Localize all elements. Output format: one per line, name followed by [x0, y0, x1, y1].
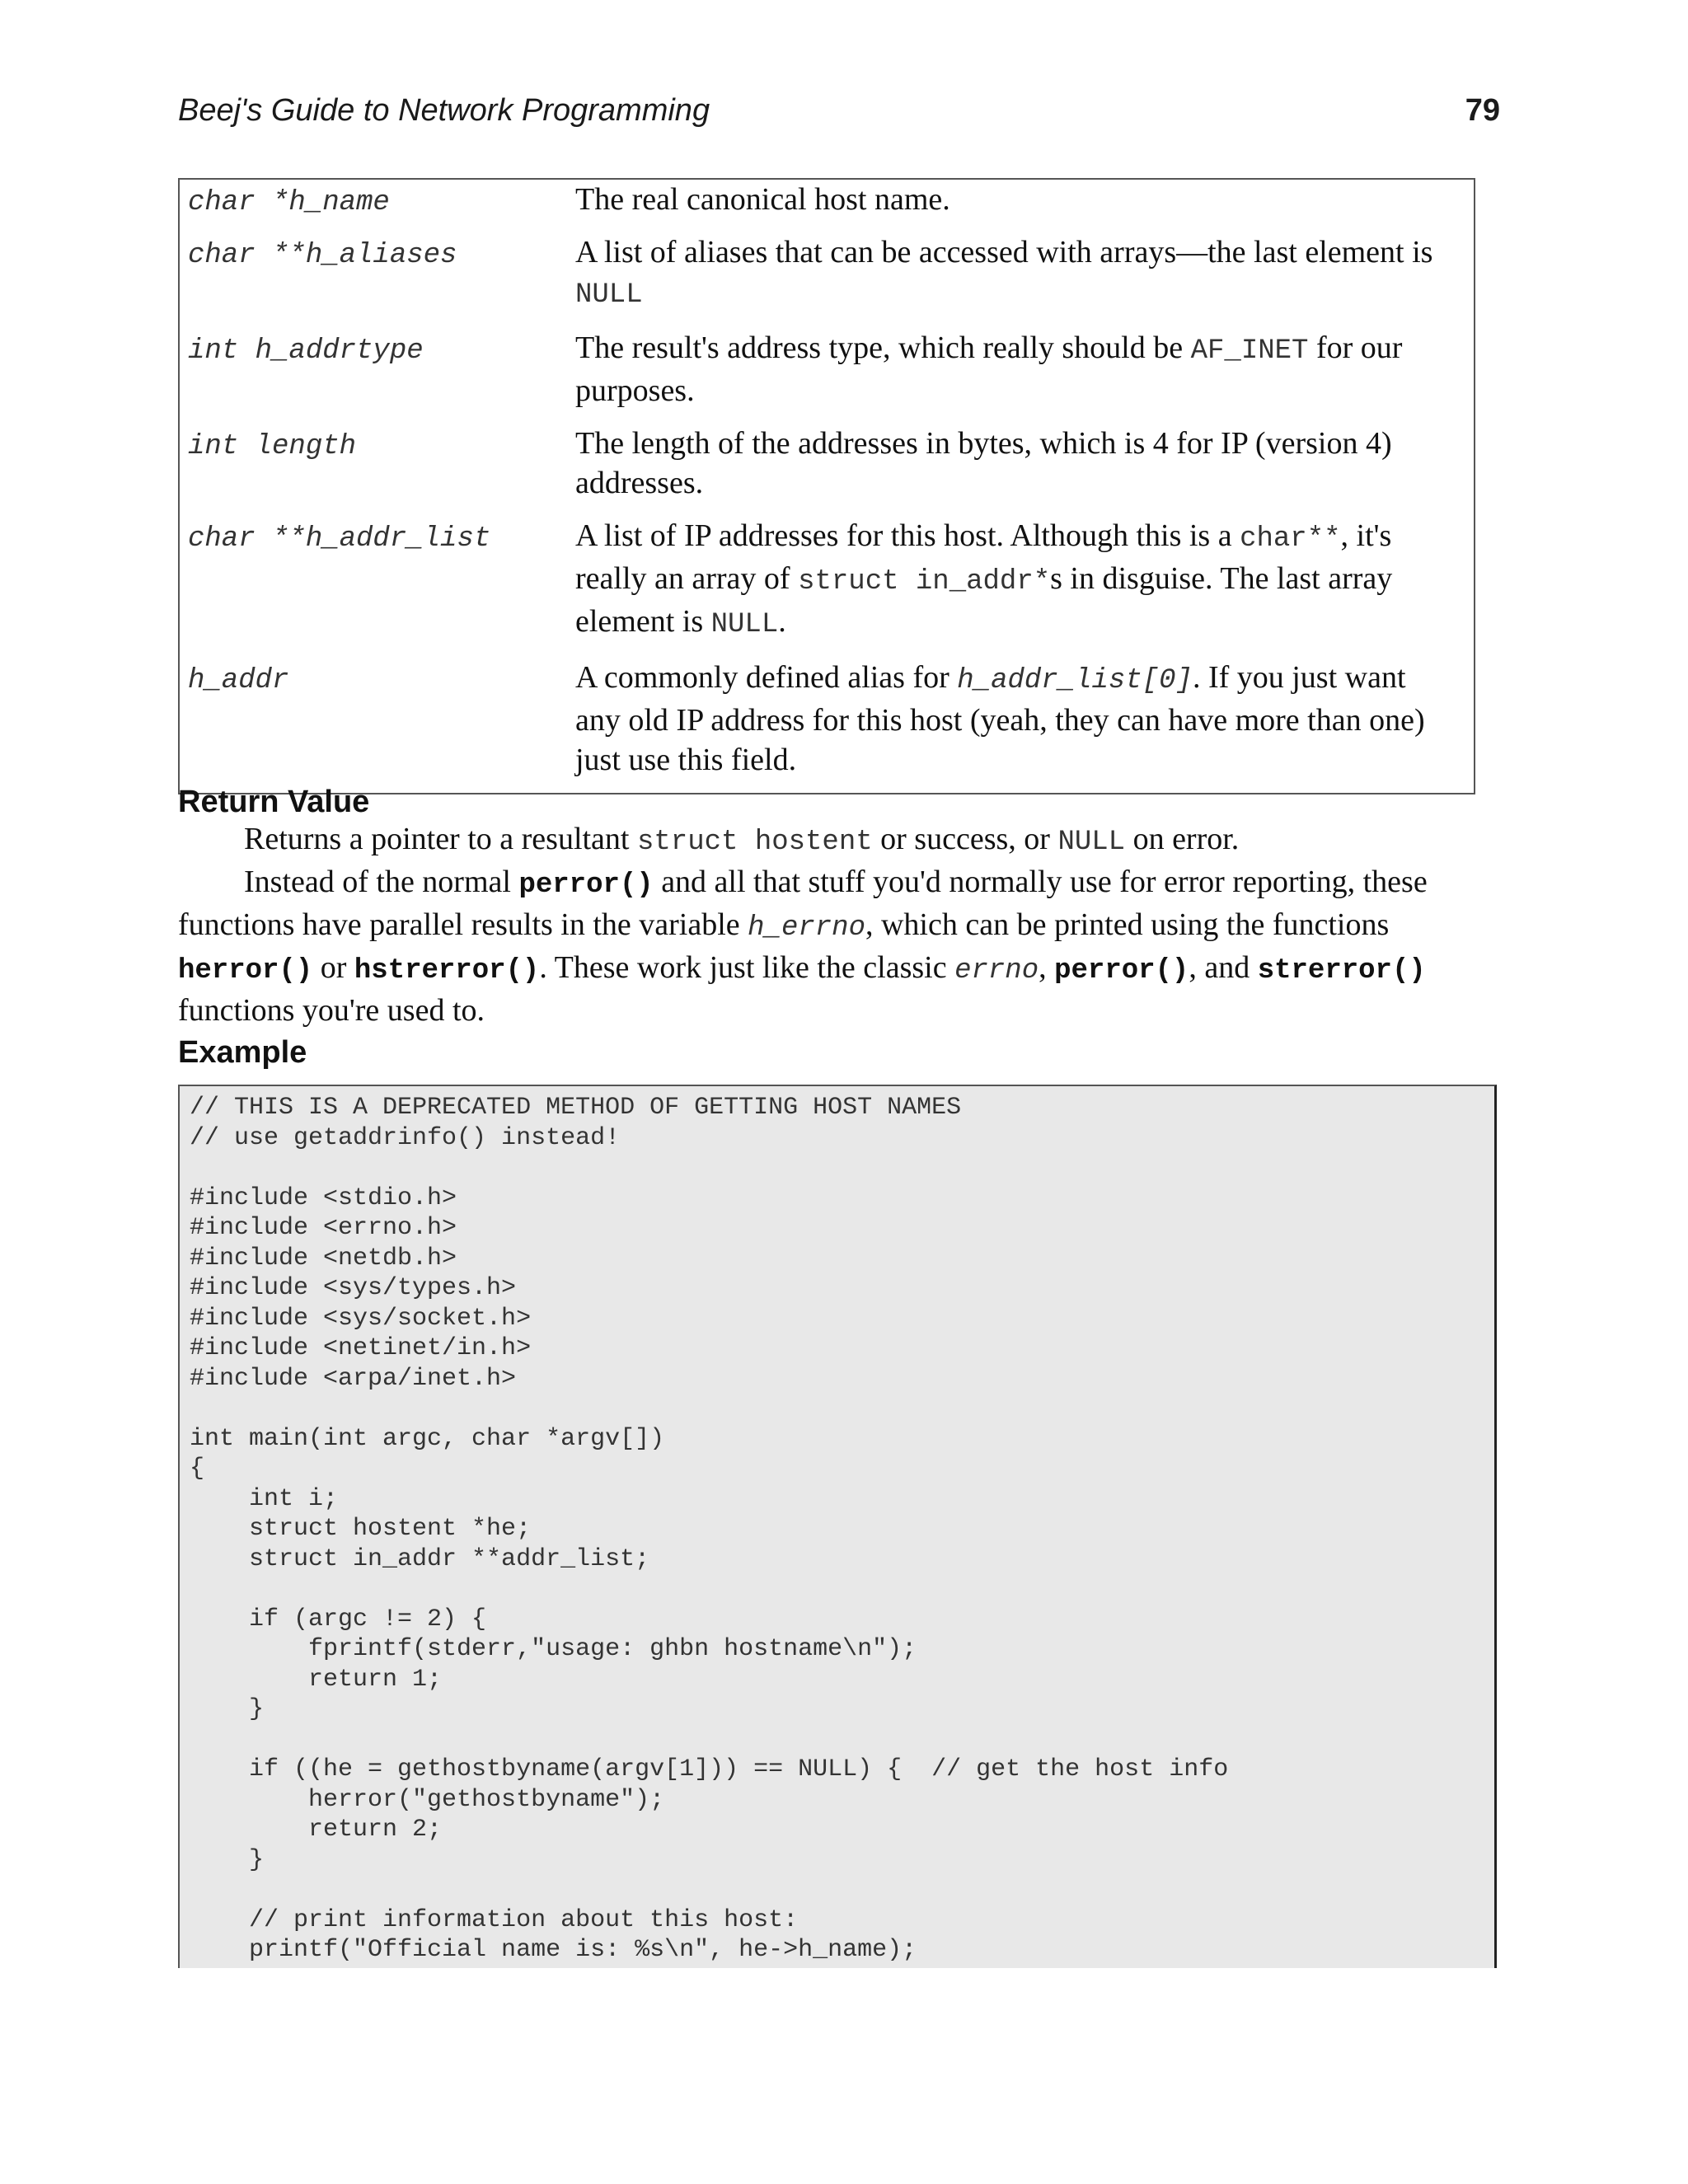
return-value-heading: Return Value — [178, 785, 370, 819]
inline-code: struct in_addr* — [798, 566, 1051, 598]
field-description — [575, 180, 1457, 232]
text-run: on error. — [1125, 822, 1240, 856]
inline-code: struct hostent — [637, 827, 873, 858]
inline-code: char** — [1240, 523, 1341, 555]
field-row — [180, 658, 1474, 793]
text-run: or success, or — [872, 822, 1058, 856]
field-name: char **h_aliases — [188, 240, 457, 271]
field-row — [180, 424, 1474, 516]
inline-code: AF_INET — [1190, 335, 1309, 367]
inline-code: NULL — [710, 609, 779, 640]
text-run: , which can be printed using the functions — [865, 907, 1390, 942]
body-paragraph — [178, 819, 1497, 862]
text-run: for our purposes. — [575, 330, 1403, 408]
field-row — [180, 328, 1474, 424]
field-description — [575, 516, 1457, 658]
text-run: s in disguise. The last array element is — [575, 561, 1393, 639]
text-run: and all that stuff you'd normally use for error reporting, these functions have parallel results in the variable — [178, 865, 1428, 942]
inline-code: hstrerror() — [354, 955, 540, 987]
inline-code: perror() — [518, 869, 654, 901]
example-code: // THIS IS A DEPRECATED METHOD OF GETTING HOST NAMES // use getaddrinfo() instead! #include <stdio.h> #include <errno.h> #include <netdb.h> #include <sys/types.h> #include <sys/socket.h> #include <netinet/in.h> #include <arpa/inet.h> int main(int argc, char *argv[]) { int i; struct hostent *he; struct in_addr **addr_list; if (argc != 2) { fprintf(stderr,"usage: ghbn hostname\n"); return 1; } if ((he = gethostbyname(argv[1])) == NULL) { // get the host info herror("gethostbyname"); return 2; } // print information about this host: printf("Official name is: %s\n", he->h_name); — [190, 1094, 1229, 1964]
field-name: int h_addrtype — [188, 335, 424, 367]
inline-code: errno — [954, 955, 1039, 987]
text-run: A list of aliases that can be accessed with arrays—the last element is — [575, 235, 1433, 269]
field-name: int length — [188, 431, 357, 462]
example-code-block — [178, 1085, 1497, 1968]
field-row — [180, 232, 1474, 328]
field-description — [575, 232, 1457, 328]
text-run: Instead of the normal — [244, 865, 519, 899]
field-description — [575, 328, 1457, 424]
page-number: 79 — [1465, 93, 1500, 128]
example-heading: Example — [178, 1035, 307, 1070]
text-run: A commonly defined alias for — [575, 660, 958, 695]
field-name: char *h_name — [188, 187, 390, 218]
text-run: The length of the addresses in bytes, which is 4 for IP (version 4) addresses. — [575, 426, 1392, 500]
body-paragraph — [178, 862, 1497, 1030]
text-run: or — [312, 950, 354, 985]
text-run: . If you just want any old IP address for this host (yeah, they can have more than one) just use this field. — [575, 660, 1425, 777]
text-run: . — [778, 604, 786, 639]
inline-code: strerror() — [1257, 955, 1426, 987]
inline-code: NULL — [1057, 827, 1126, 858]
running-header-title: Beej's Guide to Network Programming — [178, 93, 710, 128]
field-name: h_addr — [188, 665, 289, 696]
inline-code: perror() — [1054, 955, 1189, 987]
field-description — [575, 424, 1457, 516]
inline-code: h_addr_list[0] — [957, 665, 1193, 696]
text-run: , and — [1189, 950, 1258, 985]
text-run: . These work just like the classic — [539, 950, 955, 985]
text-run: , it's really an array of — [575, 518, 1392, 596]
inline-code: h_errno — [748, 912, 865, 944]
field-row — [180, 516, 1474, 658]
hostent-fields-table — [178, 178, 1475, 794]
text-run: The real canonical host name. — [575, 182, 950, 217]
inline-code: herror() — [178, 955, 313, 987]
field-description — [575, 658, 1457, 793]
text-run: The result's address type, which really should be — [575, 330, 1191, 365]
text-run: Returns a pointer to a resultant — [244, 822, 637, 856]
return-value-text — [178, 819, 1497, 1030]
text-run: functions you're used to. — [178, 993, 485, 1028]
field-row — [180, 180, 1474, 232]
text-run: , — [1039, 950, 1055, 985]
inline-code: NULL — [575, 279, 643, 311]
field-name: char **h_addr_list — [188, 523, 491, 555]
text-run: A list of IP addresses for this host. Although this is a — [575, 518, 1240, 553]
